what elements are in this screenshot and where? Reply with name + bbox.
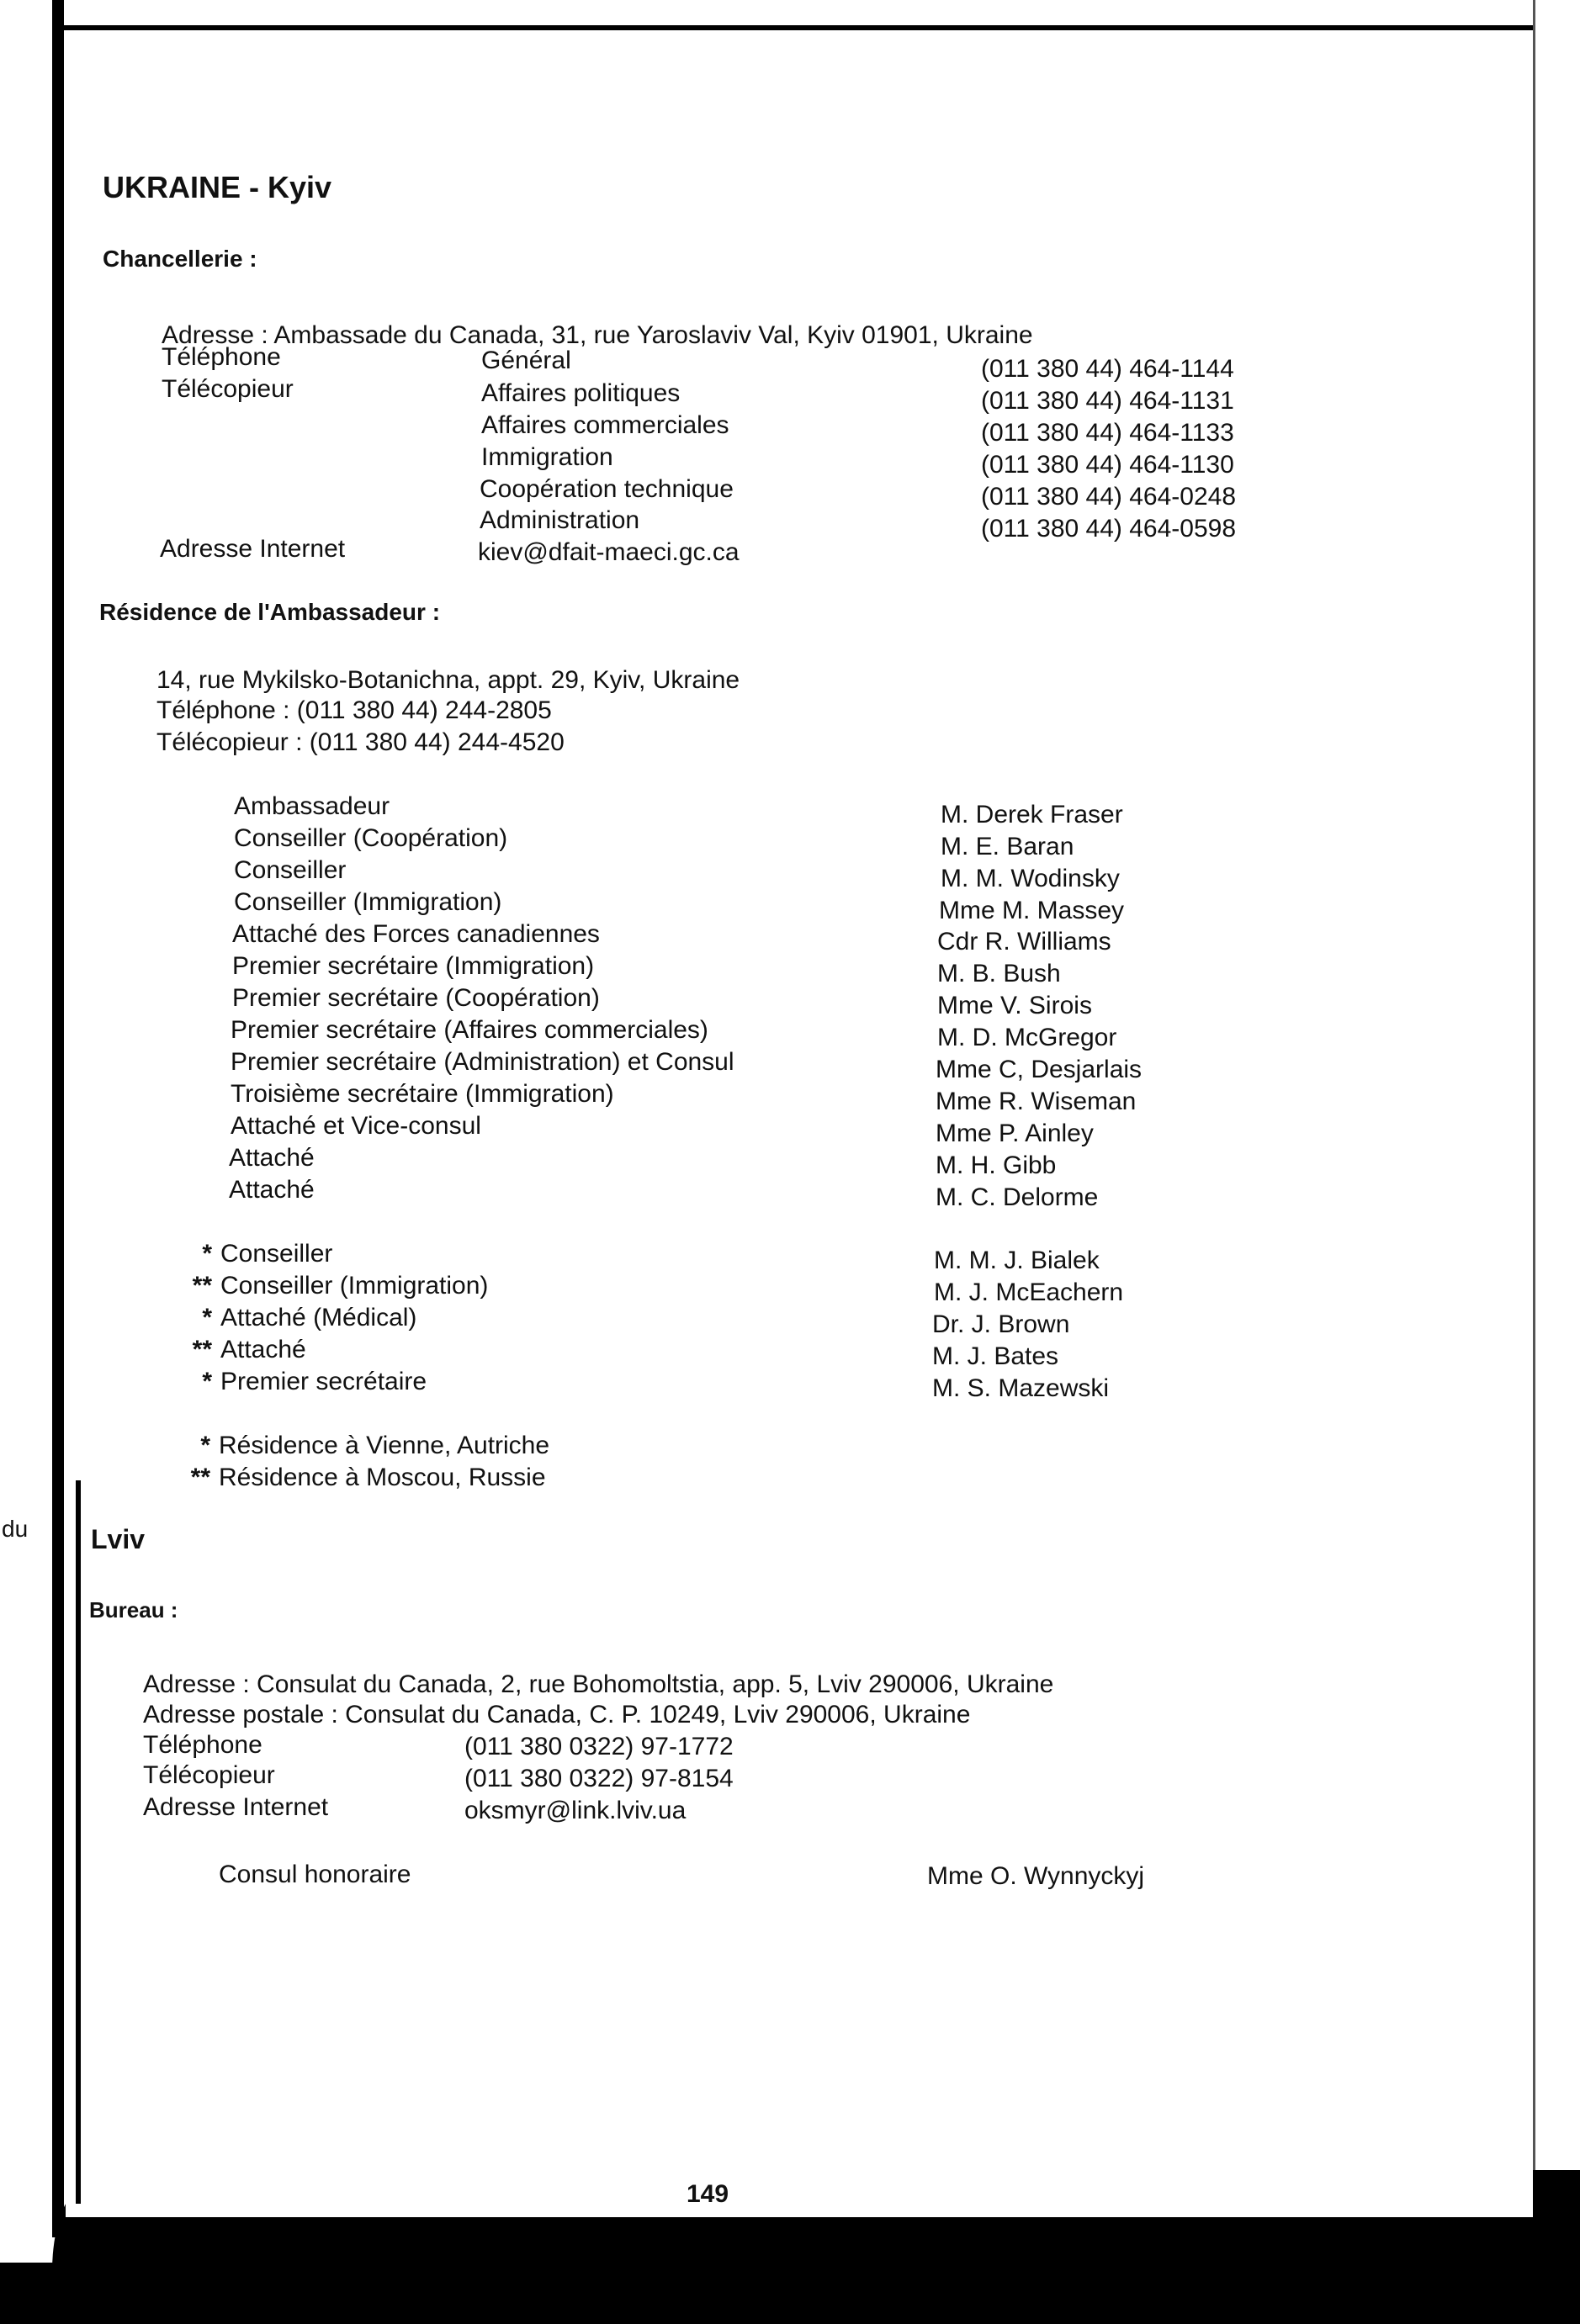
staff-name: Mme R. Wiseman (936, 1088, 1137, 1115)
staff-name: M. H. Gibb (936, 1151, 1057, 1179)
nonresident-row (175, 1302, 416, 1334)
country-title: UKRAINE - Kyiv (103, 170, 332, 204)
footnote-mark: ** (192, 1336, 212, 1363)
residence-telephone: Téléphone : (011 380 44) 244-2805 (156, 696, 552, 724)
footnote-mark: ** (190, 1464, 210, 1491)
staff-title: Attaché des Forces canadiennes (232, 920, 600, 948)
lviv-address: Adresse : Consulat du Canada, 2, rue Bohomoltstia, app. 5, Lviv 290006, Ukraine (143, 1670, 1054, 1698)
footnote-mark: * (202, 1304, 212, 1331)
chancery-address: Adresse : Ambassade du Canada, 31, rue Yaroslaviv Val, Kyiv 01901, Ukraine (162, 321, 1033, 349)
nonresident-row (175, 1270, 488, 1302)
staff-title: Ambassadeur (234, 792, 390, 820)
staff-title: Attaché et Vice-consul (231, 1112, 481, 1140)
dept-number: (011 380 44) 464-0248 (981, 483, 1237, 511)
lviv-consul-name: Mme O. Wynnyckyj (927, 1862, 1145, 1890)
staff-title: Attaché (229, 1144, 315, 1172)
staff-name: M. S. Mazewski (932, 1374, 1110, 1402)
nonresident-row (175, 1238, 332, 1270)
dept-label: Affaires commerciales (481, 411, 729, 439)
dept-label: Affaires politiques (481, 379, 681, 407)
staff-name: M. B. Bush (937, 960, 1061, 987)
staff-name: M. M. Wodinsky (941, 865, 1120, 892)
footnote-mark: ** (192, 1272, 212, 1300)
lviv-telephone-label: Téléphone (143, 1731, 262, 1759)
lviv-fax-label: Télécopieur (143, 1761, 275, 1789)
dept-label: Administration (480, 506, 640, 534)
chancery-email: kiev@dfait-maeci.gc.ca (478, 538, 740, 566)
staff-name: Cdr R. Williams (937, 928, 1111, 956)
chancery-heading: Chancellerie : (103, 246, 257, 272)
scan-left-inner-edge (76, 1480, 81, 2204)
staff-title: Attaché (Médical) (220, 1304, 417, 1331)
staff-title: Conseiller (234, 856, 347, 884)
dept-number: (011 380 44) 464-1144 (981, 355, 1234, 383)
lviv-telephone: (011 380 0322) 97-1772 (464, 1733, 734, 1760)
staff-title: Conseiller (Immigration) (234, 888, 502, 916)
scan-right-margin (1533, 0, 1580, 2324)
staff-name: M. Derek Fraser (941, 801, 1123, 828)
staff-name: Dr. J. Brown (932, 1310, 1070, 1338)
footnote-mark: * (202, 1240, 212, 1268)
residence-fax: Télécopieur : (011 380 44) 244-4520 (156, 728, 565, 756)
staff-name: M. E. Baran (941, 833, 1074, 860)
footnote-mark: * (200, 1432, 210, 1459)
dept-number: (011 380 44) 464-1130 (981, 451, 1234, 479)
dept-number: (011 380 44) 464-0598 (981, 515, 1237, 543)
staff-title: Premier secrétaire (Affaires commerciales) (231, 1016, 708, 1044)
lviv-fax: (011 380 0322) 97-8154 (464, 1765, 734, 1792)
staff-name: Mme C, Desjarlais (936, 1056, 1143, 1083)
staff-name: M. D. McGregor (937, 1024, 1117, 1051)
margin-fragment: du (2, 1516, 29, 1542)
lviv-internet-label: Adresse Internet (143, 1793, 329, 1821)
footnote (173, 1430, 549, 1462)
staff-title: Troisième secrétaire (Immigration) (231, 1080, 614, 1108)
lviv-consul-title: Consul honoraire (219, 1861, 411, 1888)
footnote (173, 1462, 546, 1494)
footnote-mark: * (202, 1368, 212, 1395)
dept-label: Général (481, 347, 571, 374)
staff-name: Mme P. Ainley (936, 1120, 1094, 1147)
staff-title: Premier secrétaire (Coopération) (232, 984, 600, 1012)
lviv-postal-address: Adresse postale : Consulat du Canada, C. P. 10249, Lviv 290006, Ukraine (143, 1701, 971, 1728)
nonresident-row (175, 1366, 427, 1398)
staff-name: M. M. J. Bialek (934, 1247, 1100, 1274)
staff-title: Conseiller (Immigration) (220, 1272, 489, 1300)
chancery-fax-label: Télécopieur (162, 375, 294, 403)
dept-number: (011 380 44) 464-1133 (981, 419, 1234, 447)
staff-name: Mme M. Massey (939, 897, 1125, 924)
chancery-internet-label: Adresse Internet (160, 535, 346, 563)
staff-title: Attaché (229, 1176, 315, 1204)
staff-title: Premier secrétaire (220, 1368, 427, 1395)
staff-title: Attaché (220, 1336, 306, 1363)
residence-address: 14, rue Mykilsko-Botanichna, appt. 29, Kyiv, Ukraine (156, 666, 740, 694)
residence-heading: Résidence de l'Ambassadeur : (99, 599, 441, 625)
lviv-heading: Bureau : (89, 1597, 178, 1623)
lviv-title: Lviv (91, 1524, 146, 1554)
page-number: 149 (687, 2180, 729, 2208)
staff-name: M. J. Bates (932, 1342, 1059, 1370)
chancery-telephone-label: Téléphone (162, 343, 281, 371)
scan-bottom-edge (0, 2263, 1580, 2324)
staff-title: Premier secrétaire (Administration) et Consul (231, 1048, 734, 1076)
staff-title: Conseiller (Coopération) (234, 824, 508, 852)
scan-left-edge (52, 0, 64, 2237)
footnote-text: Résidence à Vienne, Autriche (219, 1432, 550, 1459)
footnote-text: Résidence à Moscou, Russie (219, 1464, 546, 1491)
dept-label: Immigration (481, 443, 613, 471)
staff-title: Premier secrétaire (Immigration) (232, 952, 595, 980)
staff-name: M. C. Delorme (936, 1183, 1099, 1211)
dept-number: (011 380 44) 464-1131 (981, 387, 1234, 415)
staff-name: M. J. McEachern (934, 1278, 1124, 1306)
staff-title: Conseiller (220, 1240, 333, 1268)
nonresident-row (175, 1334, 306, 1366)
staff-name: Mme V. Sirois (937, 992, 1092, 1019)
dept-label: Coopération technique (480, 475, 734, 503)
lviv-email: oksmyr@link.lviv.ua (464, 1797, 687, 1824)
